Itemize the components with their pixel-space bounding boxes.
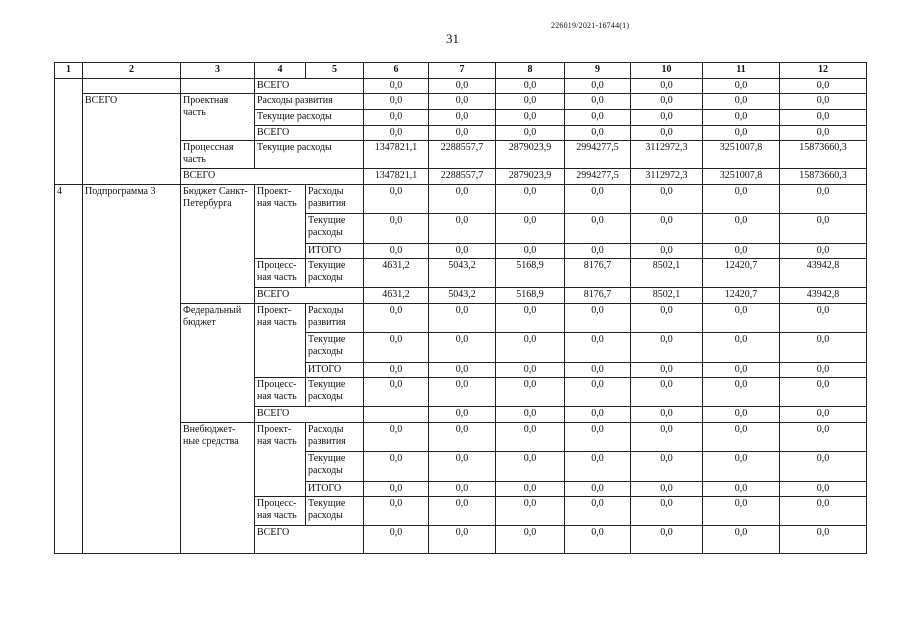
source-label: Бюджет Санкт-Петербурга (181, 185, 255, 304)
row-label: ВСЕГО (255, 407, 364, 423)
value-cell: 0,0 (364, 94, 429, 110)
value-cell: 0,0 (703, 407, 780, 423)
value-cell: 0,0 (565, 378, 631, 407)
value-cell: 0,0 (703, 126, 780, 141)
part-label: Проект-ная часть (255, 304, 306, 378)
value-cell: 0,0 (631, 126, 703, 141)
value-cell: 0,0 (429, 526, 496, 554)
row-label: Текущие расходы (255, 141, 364, 169)
value-cell: 0,0 (429, 407, 496, 423)
value-cell: 0,0 (364, 333, 429, 363)
value-cell: 0,0 (496, 378, 565, 407)
value-cell: 0,0 (496, 94, 565, 110)
value-cell: 0,0 (703, 526, 780, 554)
row-label: Текущие расходы (306, 497, 364, 526)
row-label: Расходы развития (306, 423, 364, 452)
value-cell: 0,0 (364, 497, 429, 526)
value-cell: 0,0 (780, 304, 867, 333)
value-cell: 0,0 (565, 94, 631, 110)
value-cell: 0,0 (631, 452, 703, 482)
value-cell: 0,0 (565, 526, 631, 554)
header-cell: 8 (496, 63, 565, 79)
value-cell: 0,0 (429, 79, 496, 94)
value-cell: 3251007,8 (703, 141, 780, 169)
value-cell: 0,0 (703, 333, 780, 363)
value-cell: 0,0 (631, 363, 703, 378)
row-label: ВСЕГО (181, 169, 364, 185)
value-cell: 1347821,1 (364, 169, 429, 185)
header-cell: 12 (780, 63, 867, 79)
value-cell: 1347821,1 (364, 141, 429, 169)
value-cell: 15873660,3 (780, 141, 867, 169)
value-cell: 4631,2 (364, 288, 429, 304)
value-cell: 8502,1 (631, 259, 703, 288)
row-label: ИТОГО (306, 244, 364, 259)
value-cell: 0,0 (496, 423, 565, 452)
value-cell: 0,0 (631, 214, 703, 244)
value-cell: 0,0 (429, 244, 496, 259)
value-cell: 0,0 (780, 110, 867, 126)
value-cell: 0,0 (429, 378, 496, 407)
value-cell: 0,0 (364, 185, 429, 214)
program-label: ВСЕГО (83, 94, 181, 185)
value-cell: 0,0 (496, 214, 565, 244)
value-cell: 0,0 (496, 244, 565, 259)
value-cell: 0,0 (364, 304, 429, 333)
value-cell: 43942,8 (780, 288, 867, 304)
header-cell: 4 (255, 63, 306, 79)
value-cell: 0,0 (703, 79, 780, 94)
value-cell: 0,0 (496, 333, 565, 363)
value-cell: 0,0 (703, 214, 780, 244)
value-cell: 0,0 (496, 185, 565, 214)
source-label: Процессная часть (181, 141, 255, 169)
row-label: ВСЕГО (255, 288, 364, 304)
row-label: Текущие расходы (306, 214, 364, 244)
value-cell: 0,0 (631, 79, 703, 94)
program-label: Подпрограмма 3 (83, 185, 181, 554)
source-label: Проектная часть (181, 94, 255, 141)
table-row (55, 94, 867, 110)
value-cell: 0,0 (429, 333, 496, 363)
value-cell: 0,0 (364, 110, 429, 126)
value-cell: 0,0 (496, 482, 565, 497)
part-label: Процесс-ная часть (255, 497, 306, 526)
value-cell: 0,0 (780, 482, 867, 497)
value-cell: 0,0 (429, 214, 496, 244)
value-cell: 0,0 (496, 126, 565, 141)
value-cell: 0,0 (496, 452, 565, 482)
header-cell: 5 (306, 63, 364, 79)
value-cell: 0,0 (703, 497, 780, 526)
part-label: Процесс-ная часть (255, 259, 306, 288)
value-cell: 4631,2 (364, 259, 429, 288)
program-cell (83, 79, 181, 94)
value-cell: 0,0 (780, 185, 867, 214)
row-label: Расходы развития (255, 94, 364, 110)
value-cell: 0,0 (429, 497, 496, 526)
value-cell: 5043,2 (429, 259, 496, 288)
value-cell: 0,0 (703, 94, 780, 110)
value-cell: 0,0 (364, 79, 429, 94)
value-cell: 0,0 (429, 126, 496, 141)
value-cell: 0,0 (429, 110, 496, 126)
row-label: ВСЕГО (255, 126, 364, 141)
source-label: Федеральный бюджет (181, 304, 255, 423)
value-cell: 0,0 (364, 244, 429, 259)
value-cell: 0,0 (429, 482, 496, 497)
table-row (55, 79, 867, 94)
row-label: Текущие расходы (306, 452, 364, 482)
header-cell: 6 (364, 63, 429, 79)
value-cell: 3112972,3 (631, 141, 703, 169)
value-cell: 0,0 (429, 185, 496, 214)
part-label: Проект-ная часть (255, 423, 306, 497)
row-label: Текущие расходы (255, 110, 364, 126)
budget-table (54, 62, 867, 554)
value-cell: 3112972,3 (631, 169, 703, 185)
value-cell: 0,0 (780, 363, 867, 378)
row-label: Расходы развития (306, 304, 364, 333)
value-cell: 2288557,7 (429, 141, 496, 169)
source-label: Внебюджет-ные средства (181, 423, 255, 554)
header-cell: 2 (83, 63, 181, 79)
source-cell (181, 79, 255, 94)
value-cell: 0,0 (429, 452, 496, 482)
value-cell: 0,0 (780, 526, 867, 554)
value-cell: 0,0 (496, 497, 565, 526)
row-label: ВСЕГО (255, 79, 364, 94)
value-cell: 0,0 (364, 423, 429, 452)
value-cell: 0,0 (703, 482, 780, 497)
header-row (55, 63, 867, 79)
value-cell: 0,0 (631, 497, 703, 526)
value-cell: 0,0 (565, 363, 631, 378)
value-cell: 5168,9 (496, 259, 565, 288)
value-cell: 0,0 (780, 214, 867, 244)
part-label: Проект-ная часть (255, 185, 306, 259)
value-cell: 0,0 (631, 244, 703, 259)
value-cell: 0,0 (703, 304, 780, 333)
value-cell: 0,0 (631, 423, 703, 452)
value-cell: 2879023,9 (496, 169, 565, 185)
document-id: 226019/2021-16744(1) (551, 21, 630, 30)
header-cell: 1 (55, 63, 83, 79)
value-cell: 0,0 (703, 423, 780, 452)
value-cell: 0,0 (429, 304, 496, 333)
value-cell: 15873660,3 (780, 169, 867, 185)
value-cell: 0,0 (780, 423, 867, 452)
value-cell: 8176,7 (565, 288, 631, 304)
header-cell: 9 (565, 63, 631, 79)
value-cell: 0,0 (703, 185, 780, 214)
value-cell: 0,0 (364, 363, 429, 378)
value-cell: 0,0 (631, 378, 703, 407)
value-cell: 0,0 (364, 526, 429, 554)
value-cell: 0,0 (780, 94, 867, 110)
value-cell: 0,0 (703, 363, 780, 378)
value-cell: 0,0 (631, 185, 703, 214)
value-cell: 0,0 (631, 333, 703, 363)
value-cell: 2994277,5 (565, 169, 631, 185)
value-cell: 0,0 (565, 244, 631, 259)
value-cell: 0,0 (703, 110, 780, 126)
value-cell: 2879023,9 (496, 141, 565, 169)
value-cell: 0,0 (364, 126, 429, 141)
value-cell: 12420,7 (703, 259, 780, 288)
value-cell: 0,0 (429, 94, 496, 110)
value-cell: 0,0 (364, 482, 429, 497)
row-label: Расходы развития (306, 185, 364, 214)
value-cell: 8176,7 (565, 259, 631, 288)
value-cell: 0,0 (364, 214, 429, 244)
value-cell: 0,0 (780, 452, 867, 482)
value-cell: 0,0 (631, 304, 703, 333)
value-cell: 0,0 (780, 79, 867, 94)
part-label: Процесс-ная часть (255, 378, 306, 407)
value-cell: 0,0 (565, 482, 631, 497)
number-cell (55, 79, 83, 185)
value-cell: 0,0 (496, 79, 565, 94)
value-cell: 0,0 (565, 333, 631, 363)
row-label: Текущие расходы (306, 259, 364, 288)
value-cell: 2994277,5 (565, 141, 631, 169)
value-cell: 2288557,7 (429, 169, 496, 185)
value-cell: 0,0 (565, 214, 631, 244)
value-cell: 0,0 (565, 304, 631, 333)
value-cell (364, 407, 429, 423)
value-cell: 0,0 (631, 94, 703, 110)
value-cell: 0,0 (565, 423, 631, 452)
value-cell: 12420,7 (703, 288, 780, 304)
table-row (55, 185, 867, 214)
value-cell: 3251007,8 (703, 169, 780, 185)
value-cell: 0,0 (780, 497, 867, 526)
value-cell: 0,0 (780, 244, 867, 259)
value-cell: 0,0 (631, 110, 703, 126)
value-cell: 0,0 (703, 244, 780, 259)
value-cell: 0,0 (565, 126, 631, 141)
value-cell: 43942,8 (780, 259, 867, 288)
value-cell: 0,0 (496, 363, 565, 378)
value-cell: 0,0 (703, 378, 780, 407)
value-cell: 0,0 (780, 126, 867, 141)
value-cell: 0,0 (631, 482, 703, 497)
value-cell: 0,0 (631, 526, 703, 554)
row-number: 4 (55, 185, 83, 554)
value-cell: 0,0 (496, 526, 565, 554)
value-cell: 5043,2 (429, 288, 496, 304)
page-number: 31 (446, 31, 459, 46)
value-cell: 0,0 (496, 110, 565, 126)
value-cell: 0,0 (631, 407, 703, 423)
value-cell: 0,0 (429, 363, 496, 378)
header-cell: 3 (181, 63, 255, 79)
value-cell: 0,0 (565, 407, 631, 423)
header-cell: 11 (703, 63, 780, 79)
row-label: ВСЕГО (255, 526, 364, 554)
value-cell: 0,0 (496, 407, 565, 423)
value-cell: 0,0 (364, 452, 429, 482)
value-cell: 0,0 (429, 423, 496, 452)
row-label: Текущие расходы (306, 333, 364, 363)
header-cell: 7 (429, 63, 496, 79)
row-label: ИТОГО (306, 482, 364, 497)
row-label: Текущие расходы (306, 378, 364, 407)
value-cell: 0,0 (565, 79, 631, 94)
value-cell: 0,0 (496, 304, 565, 333)
value-cell: 0,0 (565, 452, 631, 482)
value-cell: 5168,9 (496, 288, 565, 304)
value-cell: 0,0 (364, 378, 429, 407)
value-cell: 0,0 (565, 185, 631, 214)
value-cell: 0,0 (780, 378, 867, 407)
value-cell: 0,0 (780, 407, 867, 423)
row-label: ИТОГО (306, 363, 364, 378)
value-cell: 0,0 (565, 110, 631, 126)
value-cell: 0,0 (703, 452, 780, 482)
value-cell: 0,0 (780, 333, 867, 363)
header-cell: 10 (631, 63, 703, 79)
value-cell: 8502,1 (631, 288, 703, 304)
value-cell: 0,0 (565, 497, 631, 526)
